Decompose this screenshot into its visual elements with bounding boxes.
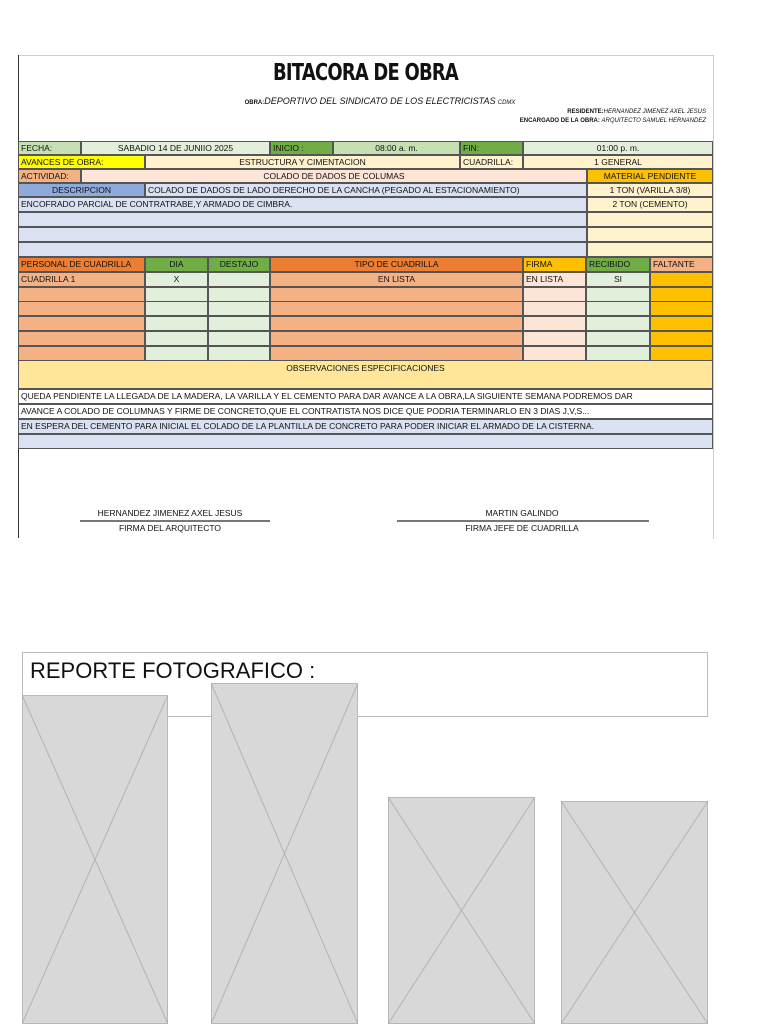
tipo-cell-row-6 [270,346,523,361]
recibido-cell-row-5 [586,331,650,346]
destajo-cell-row-3 [208,301,270,316]
fin-value: 01:00 p. m. [523,141,713,155]
sig2-line [397,520,649,522]
sig1-role: FIRMA DEL ARQUITECTO [118,523,222,533]
destajo-header: DESTAJO [208,257,270,272]
destajo-cell-row-4 [208,316,270,331]
fecha-value: SABADIO 14 DE JUNIIO 2025 [81,141,270,155]
obra-label: OBRA: [244,100,265,106]
construction-photo-4 [561,801,708,1024]
obra-suffix: CDMX [497,100,516,106]
encargado-label: ENCARGADO DE LA OBRA: [519,118,600,124]
construction-photo-3 [388,797,535,1024]
dia-cell-row-1: X [145,272,208,287]
responsables-block [520,108,706,126]
firma-header: FIRMA [523,257,586,272]
obs-line-4 [18,434,713,449]
photo-1-placeholder [22,695,168,1024]
obs-line-3: EN ESPERA DEL CEMENTO PARA INICIAL EL COLADO DE LA PLANTILLA DE CONCRETO PARA PODER INICIAR EL ARMADO DE LA CISTERNA. [18,419,713,434]
photo-2-placeholder [211,683,358,1024]
material-item-5 [587,242,713,257]
descripcion-line-1: COLADO DE DADOS DE LADO DERECHO DE LA CANCHA (PEGADO AL ESTACIONAMIENTO) [145,183,587,197]
sig2-name: MARTIN GALINDO [485,508,559,518]
faltante-cell-row-6 [650,346,713,361]
faltante-cell-row-1 [650,272,713,287]
firma-cell-row-4 [523,316,586,331]
personal-cell-row-2 [18,287,145,302]
destajo-cell-row-1 [208,272,270,287]
sig1-name: HERNANDEZ JIMENEZ AXEL JESUS [97,508,243,518]
descripcion-label: DESCRIPCION [18,183,145,197]
material-item-3 [587,212,713,227]
faltante-cell-row-5 [650,331,713,346]
faltante-cell-row-2 [650,287,713,302]
material-item-2: 2 TON (CEMENTO) [587,197,713,212]
destajo-cell-row-5 [208,331,270,346]
tipo-cuadrilla-header: TIPO DE CUADRILLA [270,257,523,272]
avances-label: AVANCES DE OBRA: [18,155,145,169]
actividad-label: ACTIVIDAD: [18,169,81,183]
personal-cell-row-4 [18,316,145,331]
dia-cell-row-5 [145,331,208,346]
actividad-value: COLADO DE DADOS DE COLUMAS [81,169,587,183]
page-title: BITACORA DE OBRA [273,60,458,86]
faltante-cell-row-4 [650,316,713,331]
firma-cell-row-6 [523,346,586,361]
photo-report-title: REPORTE FOTOGRAFICO : [30,658,316,683]
firma-cell-row-3 [523,301,586,316]
recibido-cell-row-2 [586,287,650,302]
dia-header: DIA [145,257,208,272]
recibido-cell-row-1: SI [586,272,650,287]
personal-cell-row-5 [18,331,145,346]
photo-4-placeholder [561,801,708,1024]
firma-cell-row-2 [523,287,586,302]
firma-cell-row-5 [523,331,586,346]
recibido-cell-row-3 [586,301,650,316]
tipo-cell-row-2 [270,287,523,302]
sig2-role: FIRMA JEFE DE CUADRILLA [465,523,579,533]
tipo-cell-row-4 [270,316,523,331]
faltante-cell-row-3 [650,301,713,316]
descripcion-line-3 [18,212,587,227]
dia-cell-row-4 [145,316,208,331]
personal-cell-row-1: CUADRILLA 1 [18,272,145,287]
photo-3-placeholder [388,797,535,1024]
recibido-cell-row-6 [586,346,650,361]
fecha-label: FECHA: [18,141,81,155]
tipo-cell-row-3 [270,301,523,316]
descripcion-line-5 [18,242,587,257]
material-pendiente-header: MATERIAL PENDIENTE [587,169,713,183]
residente-value: HERNANDEZ JIMENEZ AXEL JESUS [603,109,706,115]
dia-cell-row-6 [145,346,208,361]
destajo-cell-row-6 [208,346,270,361]
obra-value: DEPORTIVO DEL SINDICATO DE LOS ELECTRICISTAS [264,96,496,106]
obra-line [180,96,580,106]
material-item-1: 1 TON (VARILLA 3/8) [587,183,713,197]
construction-photo-2 [211,683,358,1024]
firma-cell-row-1: EN LISTA [523,272,586,287]
material-item-4 [587,227,713,242]
encargado-value: ARQUITECTO SAMUEL HERNANDEZ [601,118,706,124]
obs-line-1: QUEDA PENDIENTE LA LLEGADA DE LA MADERA, LA VARILLA Y EL CEMENTO PARA DAR AVANCE A LA OBRA,LA SIGUIENTE SEMANA PODREMOS DAR [18,389,713,404]
destajo-cell-row-2 [208,287,270,302]
construction-photo-1 [22,695,168,1024]
cuadrilla-value: 1 GENERAL [523,155,713,169]
dia-cell-row-2 [145,287,208,302]
cuadrilla-label: CUADRILLA: [460,155,523,169]
observaciones-label: OBSERVACIONES ESPECIFICACIONES [286,363,445,373]
faltante-header: FALTANTE [650,257,713,272]
recibido-header: RECIBIDO [586,257,650,272]
personal-cell-row-3 [18,301,145,316]
personal-cell-row-6 [18,346,145,361]
tipo-cell-row-5 [270,331,523,346]
obs-line-2: AVANCE A COLADO DE COLUMNAS Y FIRME DE CONCRETO,QUE EL CONTRATISTA NOS DICE QUE PODRIA TERMINARLO EN 3 DIAS J,V,S... [18,404,713,419]
fin-label: FIN: [460,141,523,155]
recibido-cell-row-4 [586,316,650,331]
observaciones-header [18,360,713,389]
sig1-line [80,520,270,522]
descripcion-line-2: ENCOFRADO PARCIAL DE CONTRATRABE,Y ARMADO DE CIMBRA. [18,197,587,212]
inicio-value: 08:00 a. m. [333,141,460,155]
personal-header: PERSONAL DE CUADRILLA [18,257,145,272]
dia-cell-row-3 [145,301,208,316]
tipo-cell-row-1: EN LISTA [270,272,523,287]
residente-label: RESIDENTE: [567,109,604,115]
inicio-label: INICIO : [270,141,333,155]
descripcion-line-4 [18,227,587,242]
avances-value: ESTRUCTURA Y CIMENTACION [145,155,460,169]
